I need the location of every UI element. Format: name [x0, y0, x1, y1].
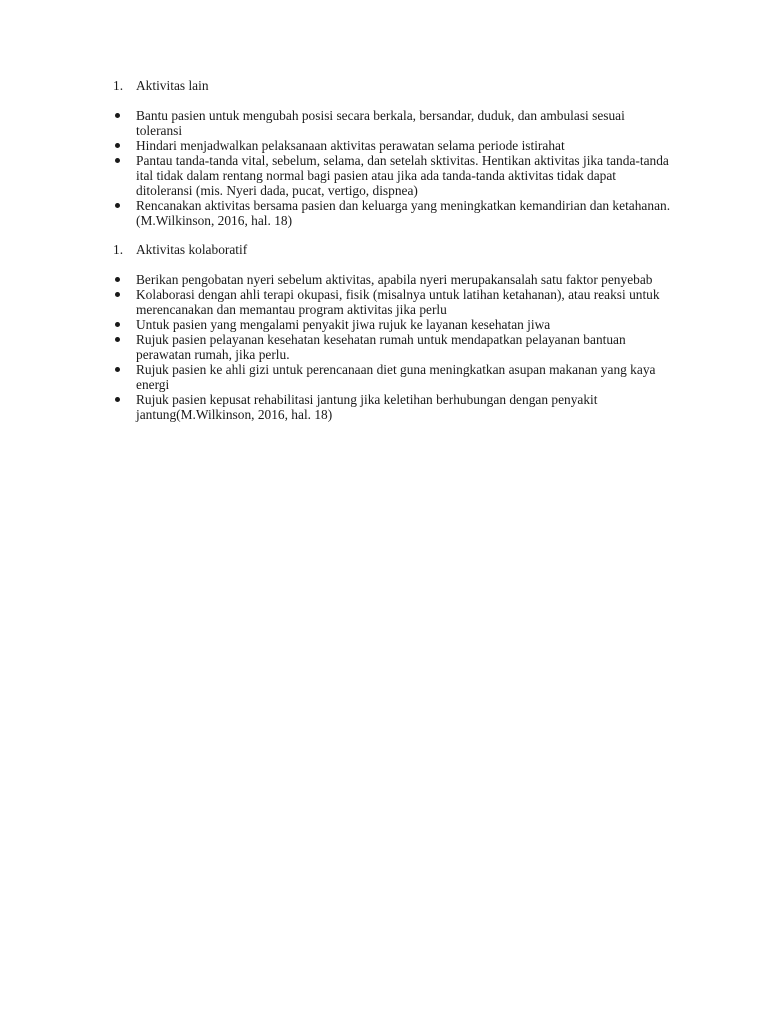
section-number: 1.: [113, 78, 124, 93]
section-title: Aktivitas kolaboratif: [136, 242, 248, 257]
bullet-icon: [115, 397, 120, 402]
section-title: Aktivitas lain: [136, 78, 209, 93]
section-heading-aktivitas-lain: [113, 78, 673, 93]
bullet-list-aktivitas-lain: [113, 108, 673, 228]
list-item: [113, 198, 673, 228]
list-item-text: Rujuk pasien pelayanan kesehatan kesehatan rumah untuk mendapatkan pelayanan bantuan perawatan rumah, jika perlu.: [136, 332, 626, 362]
section-heading-aktivitas-kolaboratif: [113, 242, 673, 257]
list-item: [113, 153, 673, 198]
section-number: 1.: [113, 242, 124, 257]
bullet-icon: [115, 203, 120, 208]
list-item-text: Berikan pengobatan nyeri sebelum aktivitas, apabila nyeri merupakansalah satu faktor penyebab: [136, 272, 653, 287]
list-item: [113, 317, 673, 332]
list-item: [113, 362, 673, 392]
bullet-icon: [115, 143, 120, 148]
list-item: [113, 392, 673, 422]
bullet-icon: [115, 113, 120, 118]
list-item: [113, 138, 673, 153]
list-item-text: Pantau tanda-tanda vital, sebelum, selama, dan setelah sktivitas. Hentikan aktivitas jika tanda-tanda ital tidak dalam rentang normal bagi pasien atau jika ada tanda-tanda aktivitas tidak dapat ditoleransi (mis. Nyeri dada, pucat, vertigo, dispnea): [136, 153, 669, 198]
list-item: [113, 108, 673, 138]
list-item: [113, 272, 673, 287]
bullet-list-aktivitas-kolaboratif: [113, 272, 673, 422]
list-item: [113, 287, 673, 317]
bullet-icon: [115, 337, 120, 342]
bullet-icon: [115, 367, 120, 372]
list-item: [113, 332, 673, 362]
list-item-text: Rujuk pasien ke ahli gizi untuk perencanaan diet guna meningkatkan asupan makanan yang kaya energi: [136, 362, 656, 392]
bullet-icon: [115, 322, 120, 327]
bullet-icon: [115, 277, 120, 282]
list-item-text: Rujuk pasien kepusat rehabilitasi jantung jika keletihan berhubungan dengan penyakit jantung(M.Wilkinson, 2016, hal. 18): [136, 392, 598, 422]
bullet-icon: [115, 292, 120, 297]
list-item-text: Kolaborasi dengan ahli terapi okupasi, fisik (misalnya untuk latihan ketahanan), atau reaksi untuk merencanakan dan memantau program aktivitas jika perlu: [136, 287, 660, 317]
list-item-text: Untuk pasien yang mengalami penyakit jiwa rujuk ke layanan kesehatan jiwa: [136, 317, 551, 332]
list-item-text: Bantu pasien untuk mengubah posisi secara berkala, bersandar, duduk, dan ambulasi sesuai toleransi: [136, 108, 625, 138]
list-item-text: Rencanakan aktivitas bersama pasien dan keluarga yang meningkatkan kemandirian dan ketahanan.(M.Wilkinson, 2016, hal. 18): [136, 198, 671, 228]
list-item-text: Hindari menjadwalkan pelaksanaan aktivitas perawatan selama periode istirahat: [136, 138, 565, 153]
bullet-icon: [115, 158, 120, 163]
